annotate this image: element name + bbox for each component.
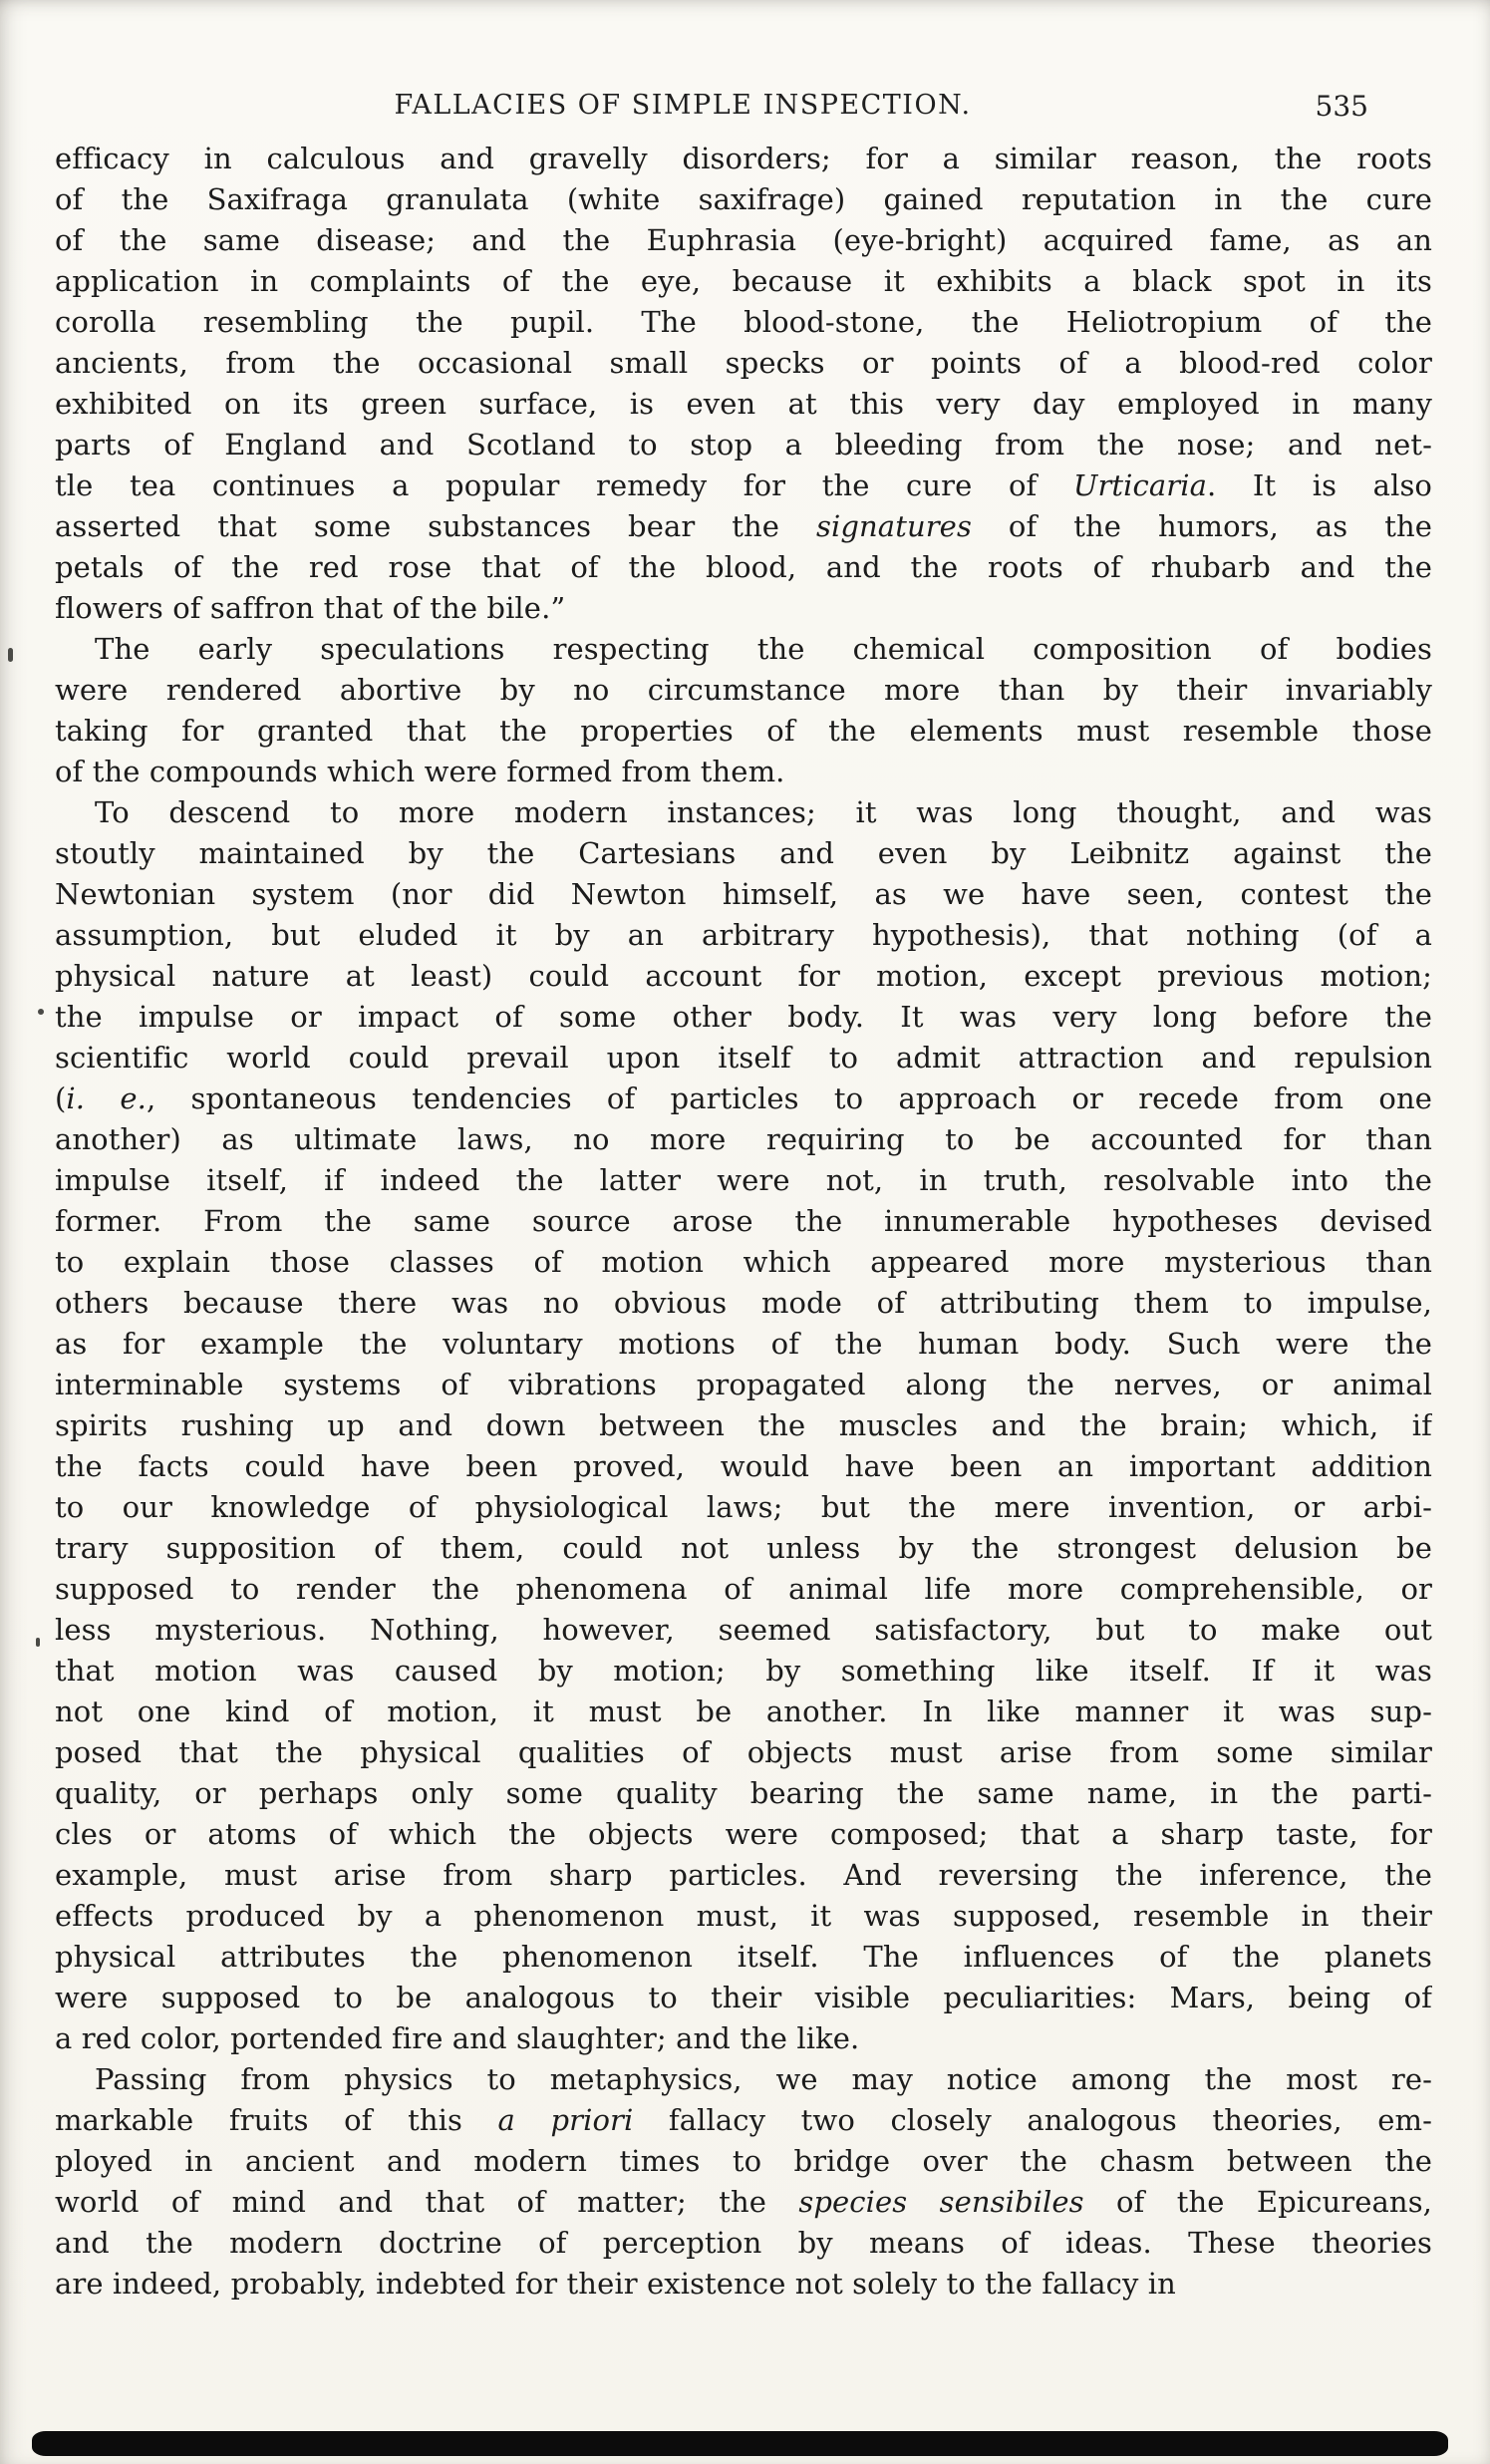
text-line: Passing from physics to metaphysics, we may notice among the most re-	[95, 2062, 1432, 2096]
text-line: markable fruits of this a priori fallacy two closely analogous theories, em-	[55, 2103, 1432, 2137]
text-line: tle tea continues a popular remedy for the cure of Urticaria. It is also	[55, 468, 1432, 502]
running-head	[55, 90, 1430, 130]
text-line: a red color, portended fire and slaughter; and the like.	[55, 2021, 860, 2055]
text-line: to our knowledge of physiological laws; but the mere invention, or arbi-	[55, 1490, 1432, 1524]
text-line: supposed to render the phenomena of animal life more comprehensible, or	[55, 1572, 1432, 1606]
text-line: corolla resembling the pupil. The blood-stone, the Heliotropium of the	[55, 305, 1432, 339]
text-line: as for example the voluntary motions of the human body. Such were the	[55, 1327, 1432, 1361]
text-line: the facts could have been proved, would have been an important addition	[55, 1449, 1432, 1483]
text-line: spirits rushing up and down between the muscles and the brain; which, if	[55, 1408, 1432, 1442]
paragraph	[55, 792, 1432, 2059]
text-line: of the compounds which were formed from them.	[55, 755, 785, 788]
text-line: impulse itself, if indeed the latter were not, in truth, resolvable into the	[55, 1163, 1432, 1197]
page-title: FALLACIES OF SIMPLE INSPECTION.	[394, 90, 972, 121]
text-line: physical attributes the phenomenon itself. The influences of the planets	[55, 1940, 1432, 1974]
text-line: posed that the physical qualities of objects must arise from some similar	[55, 1735, 1432, 1769]
text-line: of the same disease; and the Euphrasia (eye-bright) acquired fame, as an	[55, 223, 1432, 257]
text-line: that motion was caused by motion; by something like itself. If it was	[55, 1654, 1432, 1688]
text-line: assumption, but eluded it by an arbitrary hypothesis), that nothing (of a	[55, 918, 1432, 952]
text-line: parts of England and Scotland to stop a bleeding from the nose; and net-	[55, 428, 1432, 462]
paragraph	[55, 2059, 1432, 2305]
text-line: petals of the red rose that of the blood, and the roots of rhubarb and the	[55, 550, 1432, 584]
text-line: effects produced by a phenomenon must, it was supposed, resemble in their	[55, 1899, 1432, 1933]
text-line: to explain those classes of motion which appeared more mysterious than	[55, 1245, 1432, 1279]
scan-artifact	[38, 1009, 44, 1015]
text-line: application in complaints of the eye, because it exhibits a black spot in its	[55, 264, 1432, 298]
text-line: are indeed, probably, indebted for their existence not solely to the fallacy in	[55, 2267, 1176, 2301]
text-line: others because there was no obvious mode of attributing them to impulse,	[55, 1286, 1432, 1320]
text-line: flowers of saffron that of the bile.”	[55, 591, 566, 625]
text-line: physical nature at least) could account for motion, except previous motion;	[55, 959, 1432, 993]
text-line: and the modern doctrine of perception by means of ideas. These theories	[55, 2226, 1432, 2260]
text-line: quality, or perhaps only some quality bearing the same name, in the parti-	[55, 1776, 1432, 1810]
text-line: less mysterious. Nothing, however, seemed satisfactory, but to make out	[55, 1613, 1432, 1647]
text-line: efficacy in calculous and gravelly disorders; for a similar reason, the roots	[55, 142, 1432, 175]
text-line: were supposed to be analogous to their visible peculiarities: Mars, being of	[55, 1981, 1432, 2014]
scan-artifact-bottom-bar	[32, 2431, 1448, 2456]
text-line: (i. e., spontaneous tendencies of particles to approach or recede from one	[55, 1081, 1432, 1115]
paragraph	[55, 139, 1432, 629]
text-line: were rendered abortive by no circumstance more than by their invariably	[55, 673, 1432, 707]
text-line: another) as ultimate laws, no more requiring to be accounted for than	[55, 1122, 1432, 1156]
text-line: exhibited on its green surface, is even at this very day employed in many	[55, 387, 1432, 421]
text-line: ancients, from the occasional small specks or points of a blood-red color	[55, 346, 1432, 380]
text-line: ployed in ancient and modern times to bridge over the chasm between the	[55, 2144, 1432, 2178]
text-line: cles or atoms of which the objects were composed; that a sharp taste, for	[55, 1817, 1432, 1851]
text-line: interminable systems of vibrations propagated along the nerves, or animal	[55, 1368, 1432, 1401]
text-line: of the Saxifraga granulata (white saxifrage) gained reputation in the cure	[55, 182, 1432, 216]
text-line: scientific world could prevail upon itself to admit attraction and repulsion	[55, 1041, 1432, 1075]
paragraph	[55, 629, 1432, 792]
text-line: asserted that some substances bear the signatures of the humors, as the	[55, 509, 1432, 543]
page-number: 535	[1315, 90, 1368, 123]
text-line: To descend to more modern instances; it was long thought, and was	[95, 795, 1432, 829]
text-line: world of mind and that of matter; the species sensibiles of the Epicureans,	[55, 2185, 1432, 2219]
text-line: Newtonian system (nor did Newton himself, as we have seen, contest the	[55, 877, 1432, 911]
page-body	[55, 139, 1432, 2305]
text-line: stoutly maintained by the Cartesians and even by Leibnitz against the	[55, 836, 1432, 870]
text-line: former. From the same source arose the innumerable hypotheses devised	[55, 1204, 1432, 1238]
text-line: The early speculations respecting the chemical composition of bodies	[95, 632, 1432, 666]
scan-artifact	[8, 648, 13, 662]
text-line: not one kind of motion, it must be another. In like manner it was sup-	[55, 1694, 1432, 1728]
text-line: trary supposition of them, could not unless by the strongest delusion be	[55, 1531, 1432, 1565]
text-line: taking for granted that the properties of the elements must resemble those	[55, 714, 1432, 748]
scan-artifact	[36, 1638, 40, 1647]
text-line: example, must arise from sharp particles. And reversing the inference, the	[55, 1858, 1432, 1892]
text-line: the impulse or impact of some other body. It was very long before the	[55, 1000, 1432, 1034]
